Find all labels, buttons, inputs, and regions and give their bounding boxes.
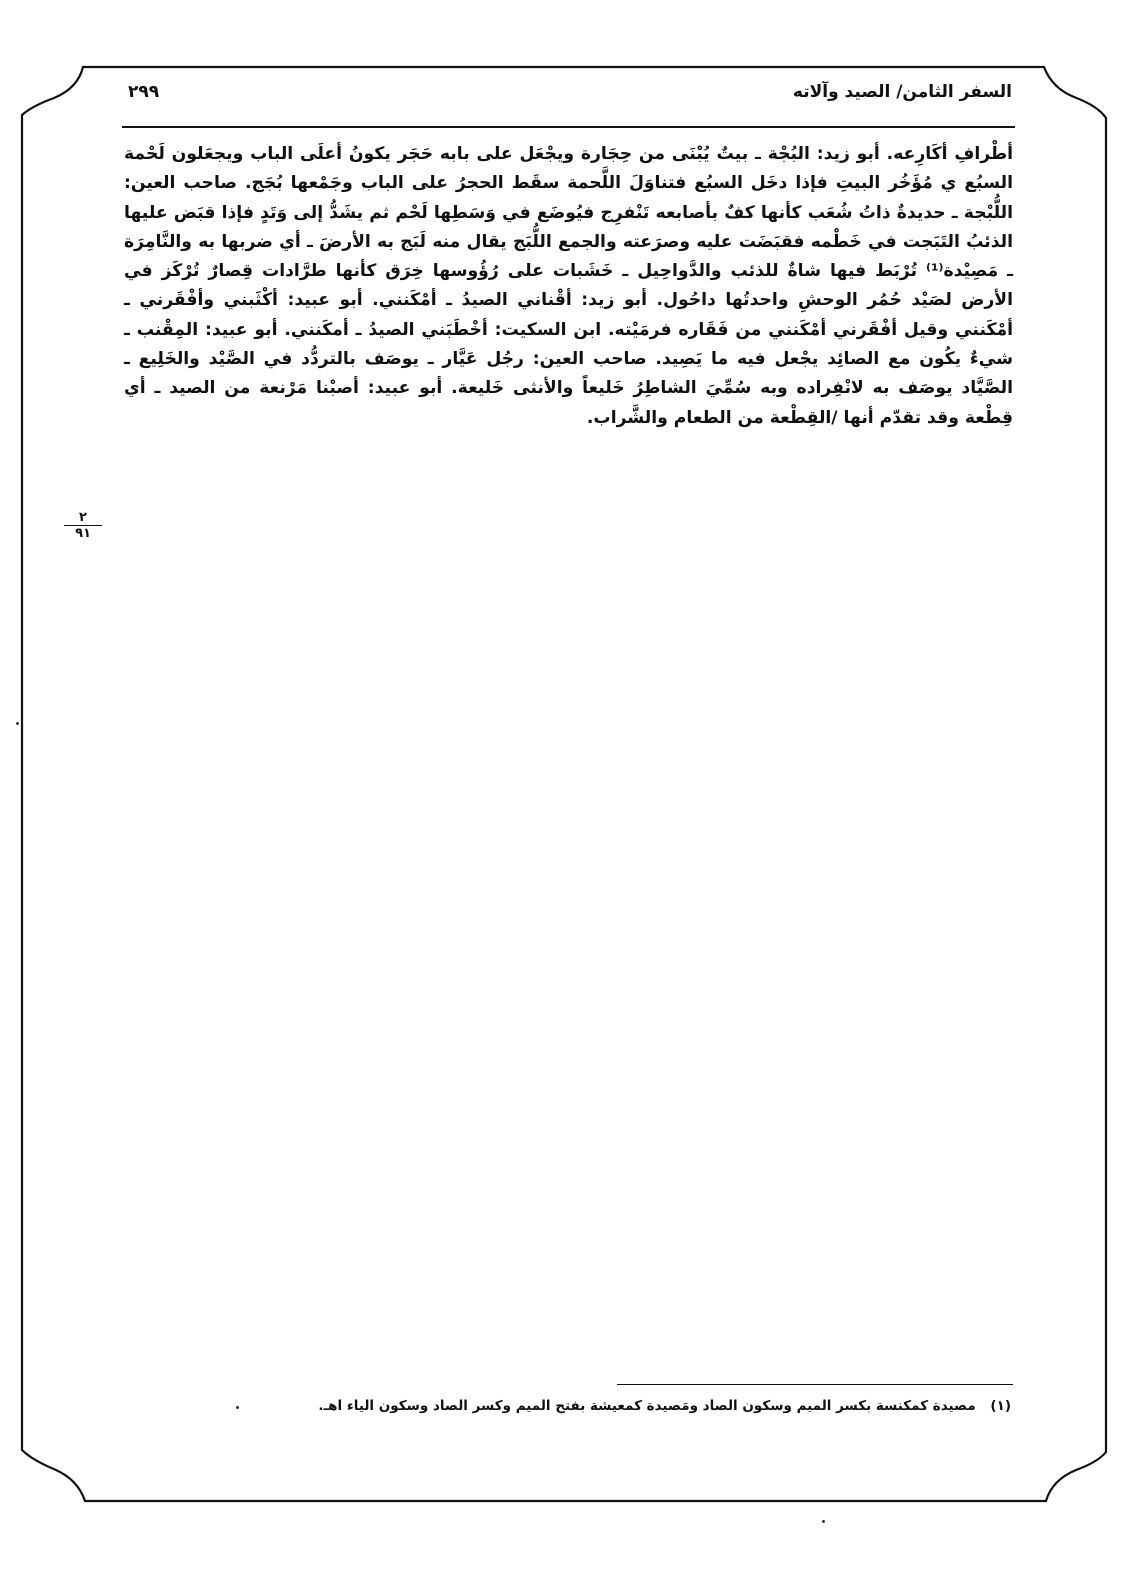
running-title: السفر الثامن/ الصيد وآلاته — [792, 82, 1012, 102]
folio-denominator: ٩١ — [75, 526, 91, 541]
folio-numerator: ٢ — [64, 510, 102, 526]
margin-folio-reference — [64, 510, 102, 541]
header-rule — [122, 126, 1015, 128]
footnote-rule — [617, 1384, 1013, 1385]
scan-speck — [236, 1406, 239, 1409]
scan-speck — [16, 722, 19, 725]
footnote-text: مصيدة كمكنسة بكسر الميم وسكون الصاد ومَصيدة كمعيشة بفتح الميم وكسر الصاد وسكون الياء اهـ. — [318, 1398, 976, 1414]
body-paragraph: أطْرافِ أكَارِعه. أبو زيد: البُجْة ـ بيتٌ يُبْنَى من حِجَارة ويجْعَل على بابه حَجَر يكونُ أعلَى الباب ويجعَلون لَحْمة السبُع ي مُؤَخُر البيتِ فإذا دخَل السبُع فتناوَلَ اللَّحمة سقَط الحجرُ على الباب وجَمْعها بُجَج. صاحب العين: اللُّبْجة ـ حديدةٌ ذاتُ شُعَب كأنها كفٌ بأصابعه تَنْفرِج فيُوضَع في وَسَطِها لَحْم ثم يشَدُّ إلى وَتَدٍ فإذا قبَض عليها الذئبُ التَبَجت في خَطْمه فقبَضَت عليه وصرَعته والجمع اللُّبَج يقال منه لَبَج به الأرضَ ـ أي ضربها به والنَّامِرَة ـ مَصِيْدة⁽¹⁾ تُرْبَط فيها شاةٌ للذئب والدَّواحِيل ـ خَشَبات على رُؤُوسها خِرَق كأنها طرَّادات قِصارٌ تُرْكَز في الأرض لصَيْد حُمُر الوحشِ واحدتُها داحُول. أبو زيد: أقْناني الصيدُ ـ أمْكَنني. أبو عبيد: أكْثَبني وأفْقَرني ـ أمْكَنني وقيل أفْقَرني أمْكَنني من فَقَاره فرمَيْته. ابن السكيت: أخْطَبَني الصيدُ ـ أمكَنني. أبو عبيد: المِقْنب ـ شيءٌ يكُون مع الصائِد يجْعل فيه ما يَصِيد. صاحب العين: رجُل عَيَّار ـ يوصَف بالتردُّد في الصَّيْد والخَلِيع ـ الصَّيَّاد يوصَف به لانْفِراده وبه سُمِّيَ الشاطِرُ خَليعاً والأنثى خَليعة. أبو عبيد: أصبْنا مَرْنعة من الصيد ـ أي قِطْعة وقد تقدّم أنها /القِطْعة من الطعام والشَّراب. — [124, 144, 1013, 428]
page-number: ٢٩٩ — [128, 82, 160, 102]
footnote — [318, 1398, 1011, 1414]
scan-speck — [822, 1520, 825, 1523]
footnote-marker: (١) — [990, 1398, 1011, 1414]
